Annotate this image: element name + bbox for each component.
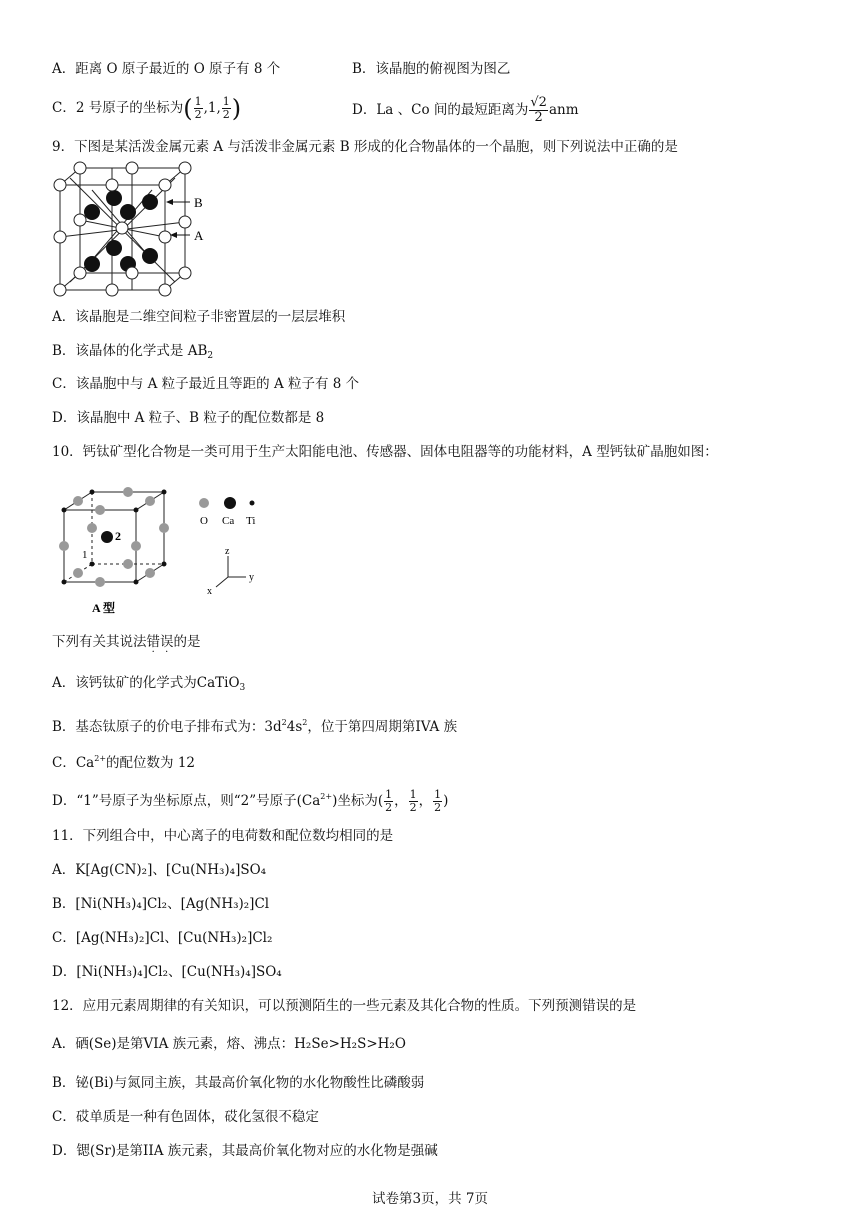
q8-option-d xyxy=(352,96,579,125)
q10-option-c xyxy=(52,750,195,772)
q9-stem: 9．下图是某活泼金属元素 A 与活泼非金属元素 B 形成的化合物晶体的一个晶胞，则下列说法中正确的是 xyxy=(52,139,678,155)
q9-option-b xyxy=(52,342,213,365)
q11-option-c: C．[Ag(NH₃)₂]Cl、[Cu(NH₃)₂]Cl₂ xyxy=(52,930,273,946)
emphasis-dot: · xyxy=(151,647,155,658)
legend-ti: Ti xyxy=(246,515,256,527)
denominator: 2 xyxy=(194,108,202,121)
coord-mid: ,1, xyxy=(203,100,221,116)
denominator: 2 xyxy=(222,108,230,121)
paren-right: ) xyxy=(443,793,449,809)
paren-left: ( xyxy=(183,94,193,123)
q9-option-d: D．该晶胞中 A 粒子、B 粒子的配位数都是 8 xyxy=(52,410,325,426)
q12-option-c: C．砹单质是一种有色固体，砹化氢很不稳定 xyxy=(52,1109,319,1125)
q11-stem: 11．下列组合中，中心离子的电荷数和配位数均相同的是 xyxy=(52,828,394,844)
fig-label: A 型 xyxy=(92,601,116,615)
q8-option-c-text: C．2 号原子的坐标为 xyxy=(52,100,184,116)
paren-right: ) xyxy=(231,94,242,123)
legend-o: O xyxy=(200,515,208,527)
q9-option-c: C．该晶胞中与 A 粒子最近且等距的 A 粒子有 8 个 xyxy=(52,376,360,392)
q11-option-a: A．K[Ag(CN)₂]、[Cu(NH₃)₄]SO₄ xyxy=(52,862,267,878)
q10-lead-suffix: 的是 xyxy=(173,634,201,650)
orbital-d: 3d xyxy=(264,719,282,735)
q10-option-d-text: D．“1”号原子为坐标原点，则“2”号原子(Ca xyxy=(52,793,321,809)
q10-option-b-suffix: ，位于第四周期第IVA 族 xyxy=(307,719,458,735)
q8-option-d-text: D．La 、Co 间的最短距离为 xyxy=(352,102,529,118)
numerator: 1 xyxy=(385,788,393,801)
q10-option-b xyxy=(52,714,457,736)
q9-option-a: A．该晶胞是二维空间粒子非密置层的一层层堆积 xyxy=(52,309,346,325)
ion: Ca xyxy=(75,755,95,771)
numerator: 1 xyxy=(409,788,417,801)
denominator: 2 xyxy=(534,110,543,125)
q10-option-a xyxy=(52,674,245,697)
legend-ca: Ca xyxy=(222,515,235,527)
emphasis xyxy=(146,634,174,658)
superscript: 2+ xyxy=(94,754,107,763)
subscript: 3 xyxy=(239,683,246,693)
fraction xyxy=(433,789,442,814)
denominator: 2 xyxy=(434,801,442,814)
superscript: 2 xyxy=(302,718,308,727)
q10-option-d-mid: )坐标为( xyxy=(332,793,384,809)
q8-option-b: B．该晶胞的俯视图为图乙 xyxy=(352,61,511,77)
q11-option-d: D．[Ni(NH₃)₄]Cl₂、[Cu(NH₃)₄]SO₄ xyxy=(52,964,282,980)
superscript: 2+ xyxy=(320,792,333,801)
separator: ， xyxy=(394,793,408,809)
emphasis-char: 错 · xyxy=(146,634,160,658)
emphasis-char: 误 · xyxy=(160,634,174,658)
q9-crystal-figure xyxy=(52,160,222,300)
q10-lead-prefix: 下列有关其说法 xyxy=(52,634,147,650)
label-b: B xyxy=(194,195,203,210)
axis-y: y xyxy=(249,572,254,583)
numerator: 1 xyxy=(434,788,442,801)
formula: CaTiO xyxy=(196,675,240,691)
fraction xyxy=(409,789,418,814)
q10-option-b-text: B．基态钛原子的价电子排布式为： xyxy=(52,719,265,735)
fraction xyxy=(194,96,203,121)
formula: H₂Se>H₂S>H₂O xyxy=(294,1036,406,1052)
q10-option-c-text: C． xyxy=(52,755,76,771)
superscript: 2 xyxy=(281,718,287,727)
separator: ， xyxy=(418,793,433,809)
q9-option-b-text: B．该晶体的化学式是 AB xyxy=(52,343,208,359)
q12-option-a xyxy=(52,1035,406,1053)
numerator: 1 xyxy=(194,95,202,108)
axis-x: x xyxy=(207,586,212,597)
fraction xyxy=(384,789,393,814)
fraction xyxy=(222,96,231,121)
emphasis-dot: · xyxy=(165,647,169,658)
orbital-s: 4s xyxy=(286,719,303,735)
subscript: 2 xyxy=(207,351,214,361)
atom-2-label: 2 xyxy=(115,529,121,543)
numerator: 1 xyxy=(222,95,230,108)
q8-option-a: A．距离 O 原子最近的 O 原子有 8 个 xyxy=(52,61,281,77)
q10-option-d xyxy=(52,788,448,814)
denominator: 2 xyxy=(385,801,393,814)
q12-stem: 12．应用元素周期律的有关知识，可以预测陌生的一些元素及其化合物的性质。下列预测错误的是 xyxy=(52,998,637,1014)
atom-1-label: 1 xyxy=(82,549,88,561)
q10-stem: 10．钙钛矿型化合物是一类可用于生产太阳能电池、传感器、固体电阻器等的功能材料，A 型钙钛矿晶胞如图： xyxy=(52,444,718,460)
q10-perovskite-figure xyxy=(52,480,272,620)
q10-option-a-text: A．该钙钛矿的化学式为 xyxy=(52,675,197,691)
page-footer: 试卷第3页，共 7页 xyxy=(372,1191,488,1207)
unit: anm xyxy=(548,102,579,118)
fraction xyxy=(529,96,548,125)
label-a: A xyxy=(194,228,204,243)
q12-option-d: D．锶(Sr)是第IIA 族元素，其最高价氧化物对应的水化物是强碱 xyxy=(52,1143,438,1159)
denominator: 2 xyxy=(409,801,417,814)
q11-option-b: B．[Ni(NH₃)₄]Cl₂、[Ag(NH₃)₂]Cl xyxy=(52,896,270,912)
q12-option-b: B．铋(Bi)与氮同主族，其最高价氧化物的水化物酸性比磷酸弱 xyxy=(52,1075,425,1091)
q10-option-c-suffix: 的配位数为 12 xyxy=(106,755,196,771)
q12-option-a-text: A．硒(Se)是第VIA 族元素，熔、沸点： xyxy=(52,1036,295,1052)
axis-z: z xyxy=(225,546,230,557)
numerator: √2 xyxy=(530,95,547,110)
q8-option-c xyxy=(52,96,241,121)
q10-lead xyxy=(52,633,201,658)
